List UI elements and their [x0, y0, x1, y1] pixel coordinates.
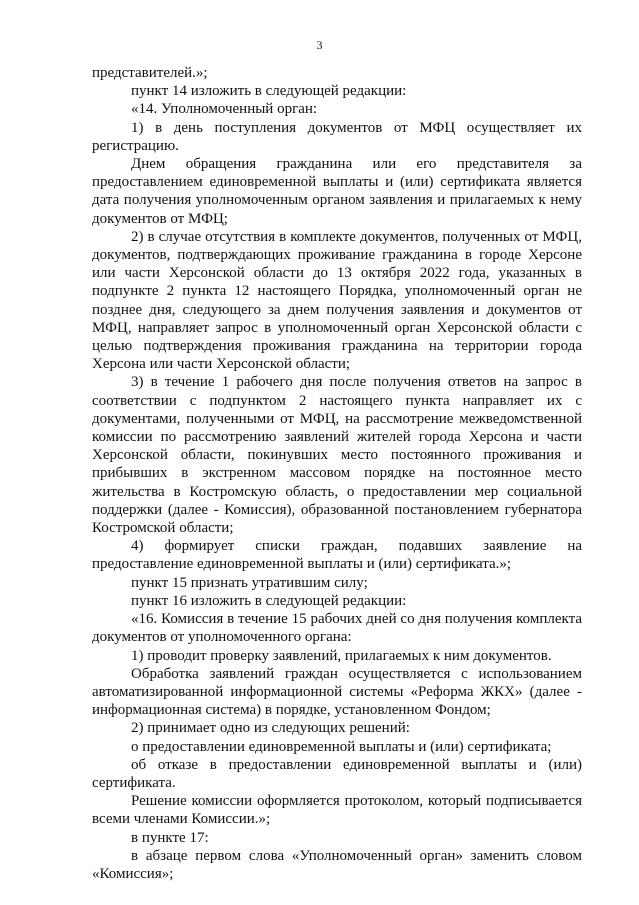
- paragraph: 1) проводит проверку заявлений, прилагаемых к ним документов.: [131, 647, 552, 664]
- paragraph: Днем обращения гражданина или его представителя за предоставлением единовременной выплаты и (или) сертификата является дата получения уполномоченным органом заявления и прилагаемых к нему документов от МФЦ;: [92, 156, 582, 227]
- paragraph: «16. Комиссия в течение 15 рабочих дней со дня получения комплекта документов от уполномоченного органа:: [92, 611, 582, 646]
- paragraph: 1) в день поступления документов от МФЦ осуществляет их регистрацию.: [92, 119, 582, 154]
- paragraph: Решение комиссии оформляется протоколом, который подписывается всеми членами Комиссии.»;: [92, 793, 582, 828]
- paragraph: 3) в течение 1 рабочего дня после получения ответов на запрос в соответствии с подпунктом 2 настоящего пункта направляет их с документами, полученными от МФЦ, на рассмотрение межведомственной комиссии по рассмотрению заявлений жителей города Херсона и части Херсонской области, покинувших место постоянного проживания и прибывших в экстренном массовом порядке на постоянное место жительства в Костромскую область, о предоставлении мер социальной поддержки (далее - Комиссия), образованной постановлением губернатора Костромской области;: [92, 374, 582, 537]
- paragraph: 2) принимает одно из следующих решений:: [131, 720, 410, 737]
- document-body: [92, 64, 582, 883]
- paragraph: 4) формирует списки граждан, подавших заявление на предоставление единовременной выплаты и (или) сертификата.»;: [92, 538, 582, 573]
- paragraph: пункт 15 признать утратившим силу;: [131, 574, 368, 591]
- paragraph: пункт 14 изложить в следующей редакции:: [131, 83, 407, 100]
- paragraph: «14. Уполномоченный орган:: [131, 101, 318, 118]
- paragraph: пункт 16 изложить в следующей редакции:: [131, 592, 407, 609]
- paragraph: 2) в случае отсутствия в комплекте документов, полученных от МФЦ, документов, подтверждающих проживание гражданина в городе Херсоне или части Херсонской области до 13 октября 2022 года, указанных в подпункте 2 пункта 12 настоящего Порядка, уполномоченный орган не позднее дня, следующего за днем получения заявления и документов от МФЦ, направляет запрос в уполномоченный орган Херсонской области с целью подтверждения проживания гражданина на территории города Херсона или части Херсонской области;: [92, 228, 582, 373]
- paragraph: об отказе в предоставлении единовременной выплаты и (или) сертификата.: [92, 756, 582, 791]
- paragraph: Обработка заявлений граждан осуществляется с использованием автоматизированной информационной системы «Реформа ЖКХ» (далее - информационная система) в порядке, установленном Фондом;: [92, 665, 582, 719]
- paragraph: в пункте 17:: [131, 829, 209, 846]
- paragraph: представителей.»;: [92, 65, 208, 81]
- page-number: 3: [316, 38, 323, 52]
- paragraph: в абзаце первом слова «Уполномоченный орган» заменить словом «Комиссия»;: [92, 847, 582, 882]
- paragraph: о предоставлении единовременной выплаты и (или) сертификата;: [131, 738, 552, 755]
